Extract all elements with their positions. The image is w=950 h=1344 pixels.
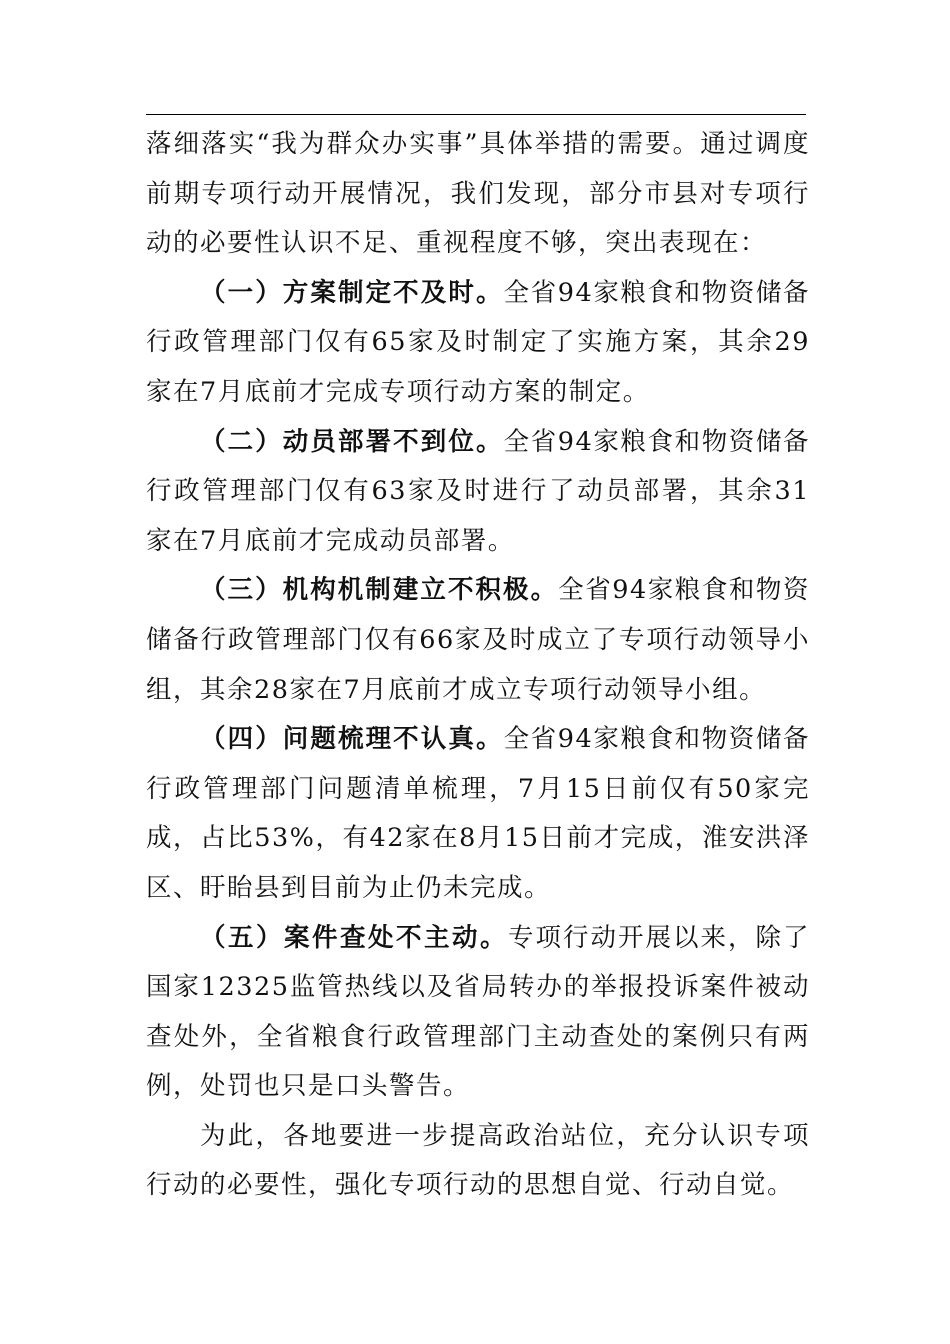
paragraph-text: 落细落实“我为群众办实事”具体举措的需要。通过调度前期专项行动开展情况，我们发现，部分市县对专项行动的必要性认识不足、重视程度不够，突出表现在：	[146, 129, 810, 259]
paragraph-heading: （二）动员部署不到位。	[200, 426, 504, 457]
paragraph-heading: （三）机构机制建立不积极。	[200, 575, 559, 606]
paragraph-heading: （一）方案制定不及时。	[200, 277, 504, 308]
paragraph-conclusion	[146, 1112, 810, 1211]
paragraph-heading: （五）案件查处不主动。	[200, 922, 508, 953]
paragraph-item-4	[146, 715, 810, 913]
paragraph-text: 全省94家粮食和物资储备行政管理部门仅有66家及时成立了专项行动领导小组，其余28家在7月底前才成立专项行动领导小组。	[146, 575, 810, 705]
paragraph-item-5	[146, 914, 810, 1112]
paragraph-item-2	[146, 418, 810, 567]
paragraph-text: 全省94家粮食和物资储备行政管理部门仅有65家及时制定了实施方案，其余29家在7月底前才完成专项行动方案的制定。	[146, 277, 810, 407]
paragraph-item-3	[146, 566, 810, 715]
paragraph-heading: （四）问题梳理不认真。	[200, 724, 504, 755]
document-body	[146, 120, 810, 1211]
paragraph-intro-continuation	[146, 120, 810, 269]
paragraph-text: 全省94家粮食和物资储备行政管理部门仅有63家及时进行了动员部署，其余31家在7月底前才完成动员部署。	[146, 426, 810, 556]
paragraph-item-1	[146, 269, 810, 418]
paragraph-text: 全省94家粮食和物资储备行政管理部门问题清单梳理，7月15日前仅有50家完成，占比53%，有42家在8月15日前才完成，淮安洪泽区、盱眙县到目前为止仍未完成。	[146, 724, 810, 903]
header-rule	[146, 114, 806, 115]
paragraph-text: 为此，各地要进一步提高政治站位，充分认识专项行动的必要性，强化专项行动的思想自觉、行动自觉。	[146, 1120, 810, 1201]
paragraph-text: 专项行动开展以来，除了国家12325监管热线以及省局转办的举报投诉案件被动查处外，全省粮食行政管理部门主动查处的案例只有两例，处罚也只是口头警告。	[146, 922, 810, 1102]
